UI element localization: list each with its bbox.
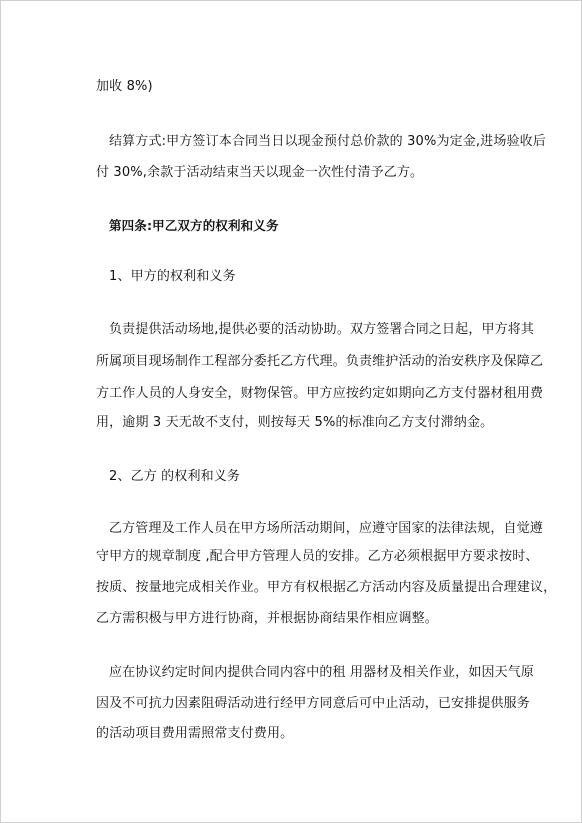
text-line-party-b-3: 按质、按量地完成相关作业。甲方有权根据乙方活动内容及质量提出合理建议， — [96, 580, 557, 595]
subheading-party-a: 1、甲方的权利和义务 — [109, 269, 236, 284]
text-line-equipment-2: 因及不可抗力因素阻碍活动进行经甲方同意后可中止活动，已安排提供服务 — [96, 696, 530, 711]
text-line-settlement-1: 结算方式:甲方签订本合同当日以现金预付总价款的 30%为定金,进场验收后 — [109, 134, 546, 149]
text-line-party-a-2: 所属项目现场制作工程部分委托乙方代理。负责维护活动的治安秩序及保障乙 — [96, 354, 544, 369]
text-line-party-a-1: 负责提供活动场地,提供必要的活动协助。双方签署合同之日起，甲方将其 — [109, 322, 535, 337]
text-line-party-b-2: 守甲方的规章制度 ,配合甲方管理人员的安排。乙方必须根据甲方要求按时、 — [96, 549, 539, 564]
text-line-party-b-4: 乙方需积极与甲方进行协商，并根据协商结果作相应调整。 — [96, 611, 438, 626]
text-line-continuation: 加收 8%) — [96, 79, 153, 94]
text-line-party-b-1: 乙方管理及工作人员在甲方场所活动期间，应遵守国家的法律法规，自觉遵 — [109, 521, 543, 536]
section-heading-article-4: 第四条:甲乙双方的权利和义务 — [109, 218, 279, 233]
text-line-settlement-2: 付 30%,余款于活动结束当天以现金一次性付清予乙方。 — [96, 165, 424, 180]
subheading-party-b: 2、乙方 的权利和义务 — [109, 469, 241, 484]
text-line-party-a-3: 方工作人员的人身安全，财物保管。甲方应按约定如期向乙方支付器材租用费 — [96, 386, 544, 401]
text-line-equipment-3: 的活动项目费用需照常支付费用。 — [96, 726, 294, 741]
text-line-party-a-4: 用，逾期 3 天无故不支付，则按每天 5%的标准向乙方支付滞纳金。 — [96, 415, 494, 430]
text-line-equipment-1: 应在协议约定时间内提供合同内容中的租 用器材及相关作业，如因天气原 — [109, 665, 535, 680]
